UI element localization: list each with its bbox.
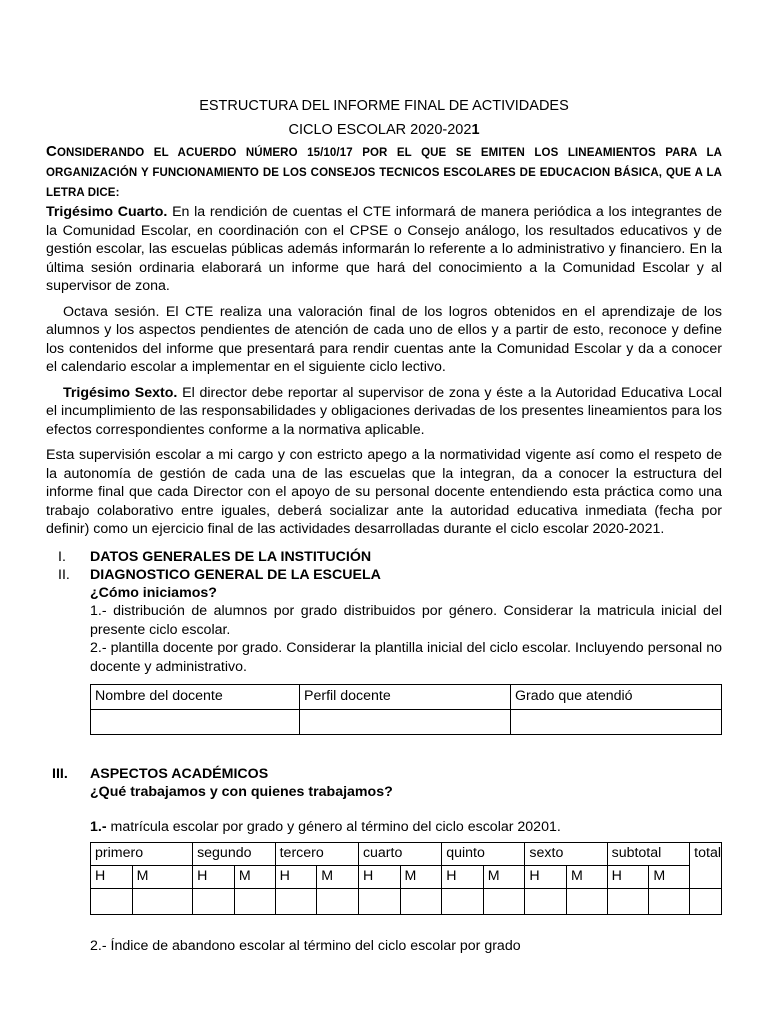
- paragraph-trigesimo-cuarto: Trigésimo Cuarto. En la rendición de cuentas el CTE informará de manera periódica a los integrantes de la Comunidad Escolar, en coordinación con el CPSE o Consejo análogo, los resultados educativos y de gestión escolar, las escuelas públicas además informarán lo referente a lo administrativo y financiero. En la última sesión ordinaria elaborará un informe que hará del conocimiento a la Comunidad Escolar y al supervisor de zona.: [46, 204, 722, 294]
- grade-header: primero: [91, 843, 193, 866]
- gender-h-cell: H: [442, 866, 484, 889]
- section-3-item-1: 1.- matrícula escolar por grado y género al término del ciclo escolar 20201.: [90, 818, 561, 835]
- table-row: [91, 710, 722, 735]
- title-line-2: CICLO ESCOLAR 2020-2021: [288, 122, 480, 138]
- table-cell[interactable]: [234, 889, 275, 915]
- table-cell[interactable]: [91, 889, 133, 915]
- section-1: I. DATOS GENERALES DE LA INSTITUCIÓN: [58, 548, 372, 565]
- table-cell[interactable]: [300, 710, 511, 735]
- paragraph-supervision: Esta supervisión escolar a mi cargo y con estricto apego a la normatividad vigente así como el respeto de la autonomía de gestión de cada una de las escuelas que la integran, da a conocer la estructura del informe final que cada Director con el apoyo de su personal docente entendiendo esta práctica como una trabajo colaborativo entre iguales, deberá socializar ante la autoridad educativa inmediata (fecha por definir) como un ejercicio final de las actividades desarrolladas durante el ciclo escolar 2020-2021.: [46, 447, 722, 537]
- gender-h-cell: H: [607, 866, 649, 889]
- gender-m-cell: M: [566, 866, 607, 889]
- section-3-item-2: 2.- Índice de abandono escolar al término del ciclo escolar por grado: [90, 938, 521, 954]
- grade-header: sexto: [525, 843, 607, 866]
- grade-header: subtotal: [607, 843, 690, 866]
- table-row: [91, 889, 722, 915]
- table-cell[interactable]: [442, 889, 484, 915]
- table-header-cell: Grado que atendió: [511, 685, 722, 710]
- table-header-cell: Perfil docente: [300, 685, 511, 710]
- grade-header: cuarto: [358, 843, 441, 866]
- gender-m-cell: M: [483, 866, 525, 889]
- table-cell[interactable]: [511, 710, 722, 735]
- gender-m-cell: M: [234, 866, 275, 889]
- section-2-question: ¿Cómo iniciamos?: [90, 584, 217, 601]
- table-cell[interactable]: [275, 889, 317, 915]
- grade-header: segundo: [193, 843, 276, 866]
- table-cell[interactable]: [317, 889, 359, 915]
- section-list: [46, 548, 722, 677]
- document-title: [46, 94, 722, 142]
- gender-h-cell: H: [525, 866, 567, 889]
- considerando-heading: CONSIDERANDO EL ACUERDO NÚMERO 15/10/17 POR EL QUE SE EMITEN LOS LINEAMIENTOS PARA LA ORGANIZACIÓN Y FUNCIONAMIENTO DE LOS CONSEJOS TECNICOS ESCOLARES DE EDUCACION BÁSICA, QUE A LA LETRA DICE:: [46, 143, 722, 199]
- table-header-row: [91, 685, 722, 710]
- table-header-cell: Nombre del docente: [91, 685, 300, 710]
- document-page: [46, 94, 722, 956]
- table-cell[interactable]: [690, 889, 722, 915]
- teacher-table: [90, 684, 722, 735]
- table-subheader-row: [91, 866, 722, 889]
- gender-m-cell: M: [317, 866, 359, 889]
- table-cell[interactable]: [483, 889, 525, 915]
- gender-m-cell: M: [132, 866, 192, 889]
- gender-h-cell: H: [275, 866, 317, 889]
- gender-m-cell: M: [400, 866, 442, 889]
- paragraph-trigesimo-sexto: Trigésimo Sexto. El director debe reportar al supervisor de zona y éste a la Autoridad Educativa Local el incumplimiento de las responsabilidades y obligaciones derivadas de los presentes lineamientos para los efectos correspondientes conforme a la normativa aplicable.: [46, 384, 722, 438]
- table-cell[interactable]: [91, 710, 300, 735]
- table-cell[interactable]: [132, 889, 192, 915]
- grade-header: total: [690, 843, 722, 889]
- table-cell[interactable]: [649, 889, 690, 915]
- section-2-item-1: 1.- distribución de alumnos por grado distribuidos por género. Considerar la matricula inicial del presente ciclo escolar.: [90, 603, 722, 638]
- table-cell[interactable]: [193, 889, 235, 915]
- table-header-row: [91, 843, 722, 866]
- enrollment-table: [90, 842, 722, 915]
- table-cell[interactable]: [566, 889, 607, 915]
- table-cell[interactable]: [358, 889, 400, 915]
- paragraph-octava-sesion: Octava sesión. El CTE realiza una valoración final de los logros obtenidos en el aprendizaje de los alumnos y los aspectos pendientes de atención de cada uno de ellos y a partir de esto, reconoce y define los contenidos del informe que presentará para rendir cuentas ante la Comunidad Escolar y da a conocer el calendario escolar a implementar en el siguiente ciclo lectivo.: [46, 303, 722, 375]
- table-cell[interactable]: [525, 889, 567, 915]
- section-3-question: ¿Qué trabajamos y con quienes trabajamos?: [90, 784, 393, 800]
- table-cell[interactable]: [607, 889, 649, 915]
- gender-h-cell: H: [358, 866, 400, 889]
- gender-h-cell: H: [193, 866, 235, 889]
- grade-header: tercero: [275, 843, 358, 866]
- section-2: II. DIAGNOSTICO GENERAL DE LA ESCUELA: [58, 566, 381, 583]
- title-line-1: ESTRUCTURA DEL INFORME FINAL DE ACTIVIDADES: [199, 98, 569, 114]
- grade-header: quinto: [442, 843, 525, 866]
- table-cell[interactable]: [400, 889, 442, 915]
- gender-h-cell: H: [91, 866, 133, 889]
- section-3-heading: III. ASPECTOS ACADÉMICOS: [52, 766, 269, 782]
- section-3: [46, 765, 722, 836]
- gender-m-cell: M: [649, 866, 690, 889]
- section-2-item-2: 2.- plantilla docente por grado. Considerar la plantilla inicial del ciclo escolar. Incluyendo personal no docente y administrativo.: [90, 640, 722, 675]
